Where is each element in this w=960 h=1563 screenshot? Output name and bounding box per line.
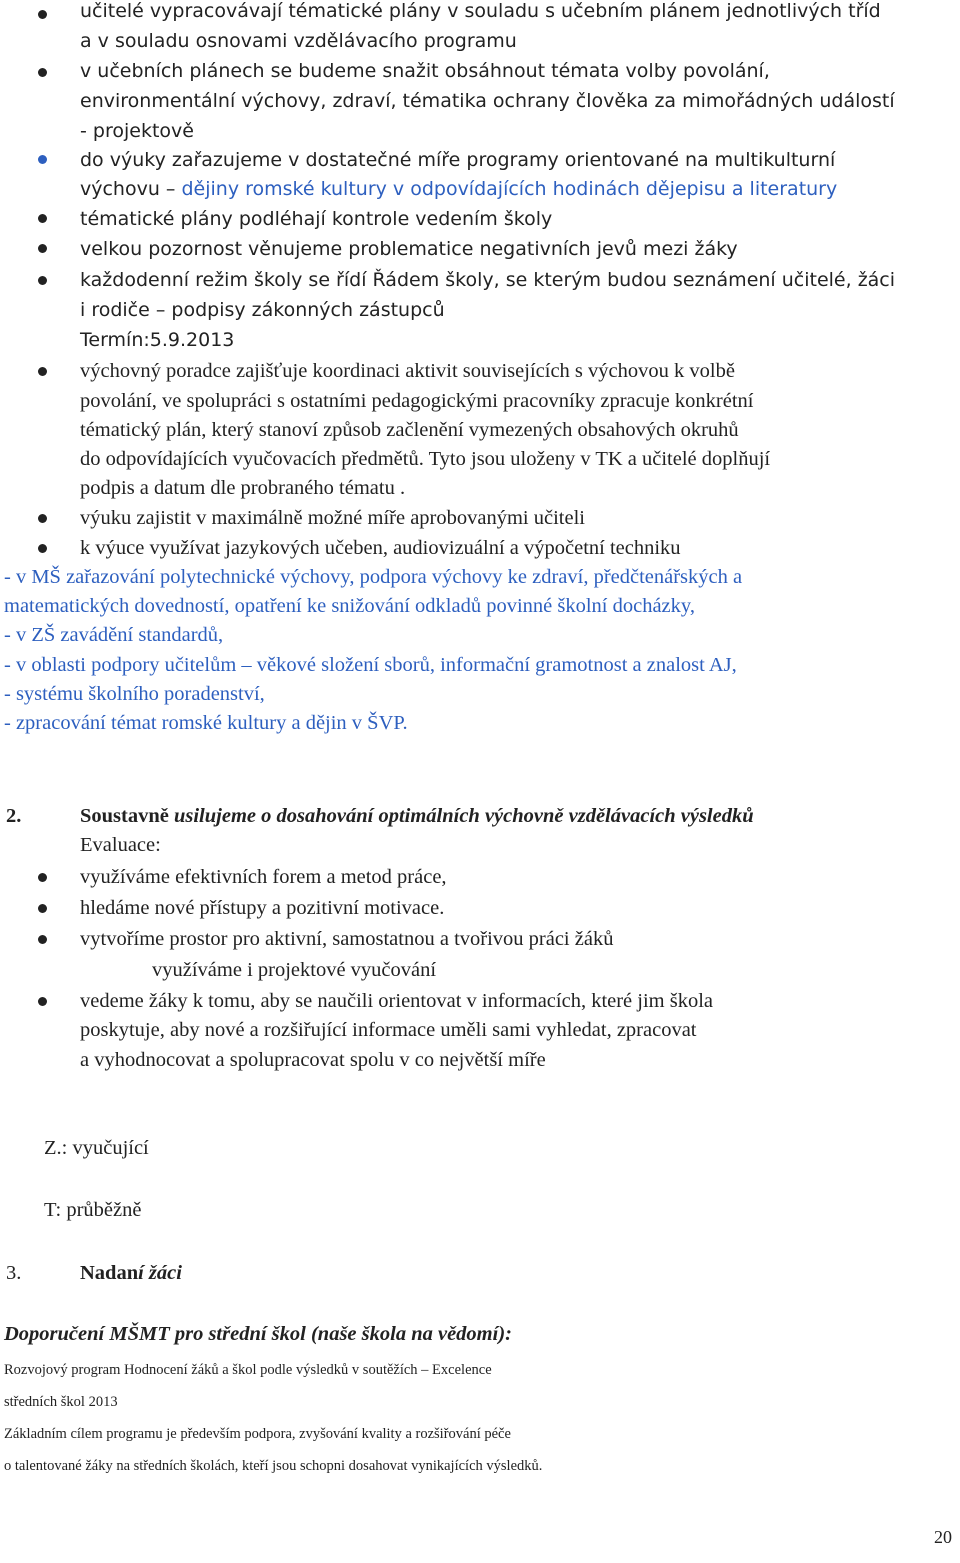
bullet-icon bbox=[38, 544, 47, 553]
text-line: Základním cílem programu je především podpora, zvyšování kvality a rozšiřování péče bbox=[4, 1426, 511, 1442]
text-line: Rozvojový program Hodnocení žáků a škol podle výsledků v soutěžích – Excelence bbox=[4, 1362, 492, 1378]
list-item: tématický plán, který stanoví způsob začlenění vymezených obsahových okruhů bbox=[80, 419, 739, 441]
list-item: velkou pozornost věnujeme problematice negativních jevů mezi žáky bbox=[80, 238, 738, 260]
list-item: k výuce využívat jazykových učeben, audiovizuální a výpočetní techniku bbox=[80, 537, 681, 559]
text-line: matematických dovedností, opatření ke snižování odkladů povinné školní docházky, bbox=[4, 595, 695, 617]
bullet-icon bbox=[38, 68, 47, 77]
text-line: - v oblasti podpory učitelům – věkové složení sborů, informační gramotnost a znalost AJ, bbox=[4, 654, 737, 676]
bullet-icon bbox=[38, 997, 47, 1006]
list-item: využíváme efektivních forem a metod práce, bbox=[80, 866, 447, 888]
list-item: a vyhodnocovat a spolupracovat spolu v co největší míře bbox=[80, 1049, 546, 1071]
bullet-icon bbox=[38, 904, 47, 913]
section-title: Soustavně usilujeme o dosahování optimálních výchovně vzdělávacích výsledků bbox=[80, 805, 754, 827]
page-number: 20 bbox=[934, 1527, 952, 1547]
bullet-icon bbox=[38, 10, 47, 19]
list-item: učitelé vypracovávají tématické plány v souladu s učebním plánem jednotlivých tříd bbox=[80, 0, 881, 22]
list-item: vedeme žáky k tomu, aby se naučili orientovat v informacích, které jim škola bbox=[80, 990, 714, 1012]
bullet-icon bbox=[38, 367, 47, 376]
list-item: environmentální výchovy, zdraví, tématika ochrany člověka za mimořádných událostí bbox=[80, 90, 895, 112]
responsible-label: Z.: vyučující bbox=[44, 1137, 149, 1159]
list-item: a v souladu osnovami vzdělávacího programu bbox=[80, 30, 517, 52]
list-item: tématické plány podléhají kontrole vedením školy bbox=[80, 208, 553, 230]
section-title: Nadaní žáci bbox=[80, 1262, 182, 1284]
list-item: - projektově bbox=[80, 120, 194, 142]
section-number: 3. bbox=[6, 1262, 22, 1284]
bullet-icon bbox=[38, 935, 47, 944]
list-item: výchovný poradce zajišťuje koordinaci aktivit souvisejících s výchovou k volbě bbox=[80, 360, 735, 382]
list-item: výchovu – dějiny romské kultury v odpovídajících hodinách dějepisu a literatury bbox=[80, 178, 838, 200]
evaluace-label: Evaluace: bbox=[80, 834, 161, 856]
bullet-icon bbox=[38, 214, 47, 223]
doporuceni-heading: Doporučení MŠMT pro střední škol (naše škola na vědomí): bbox=[4, 1323, 512, 1345]
list-item: využíváme i projektové vyučování bbox=[152, 959, 437, 981]
list-item: do výuky zařazujeme v dostatečné míře programy orientované na multikulturní bbox=[80, 149, 836, 171]
list-item: povolání, ve spolupráci s ostatními pedagogickými pracovníky zpracuje konkrétní bbox=[80, 390, 754, 412]
bullet-icon bbox=[38, 276, 47, 285]
bullet-icon bbox=[38, 873, 47, 882]
term-label: T: průběžně bbox=[44, 1199, 142, 1221]
text-line: - zpracování témat romské kultury a dějin v ŠVP. bbox=[4, 712, 408, 734]
text-line: o talentované žáky na středních školách, kteří jsou schopni dosahovat vynikajících výsledků. bbox=[4, 1458, 543, 1474]
list-item: vytvoříme prostor pro aktivní, samostatnou a tvořivou práci žáků bbox=[80, 928, 614, 950]
bullet-icon bbox=[38, 155, 47, 164]
text-line: středních škol 2013 bbox=[4, 1394, 118, 1410]
list-item: podpis a datum dle probraného tématu . bbox=[80, 477, 406, 499]
text-line: - v ZŠ zavádění standardů, bbox=[4, 624, 224, 646]
section-number: 2. bbox=[6, 805, 22, 827]
text-line: - v MŠ zařazování polytechnické výchovy, podpora výchovy ke zdraví, předčtenářských a bbox=[4, 566, 743, 588]
text-line: - systému školního poradenství, bbox=[4, 683, 265, 705]
list-item: hledáme nové přístupy a pozitivní motivace. bbox=[80, 897, 445, 919]
list-item: každodenní režim školy se řídí Řádem školy, se kterým budou seznámení učitelé, žáci bbox=[80, 269, 896, 291]
bullet-icon bbox=[38, 244, 47, 253]
bullet-icon bbox=[38, 514, 47, 523]
list-item: Termín:5.9.2013 bbox=[80, 329, 235, 351]
list-item: do odpovídajících vyučovacích předmětů. Tyto jsou uloženy v TK a učitelé doplňují bbox=[80, 448, 771, 470]
list-item: výuku zajistit v maximálně možné míře aprobovanými učiteli bbox=[80, 507, 585, 529]
list-item: v učebních plánech se budeme snažit obsáhnout témata volby povolání, bbox=[80, 60, 770, 82]
list-item: i rodiče – podpisy zákonných zástupců bbox=[80, 299, 445, 321]
list-item: poskytuje, aby nové a rozšiřující informace uměli sami vyhledat, zpracovat bbox=[80, 1019, 697, 1041]
